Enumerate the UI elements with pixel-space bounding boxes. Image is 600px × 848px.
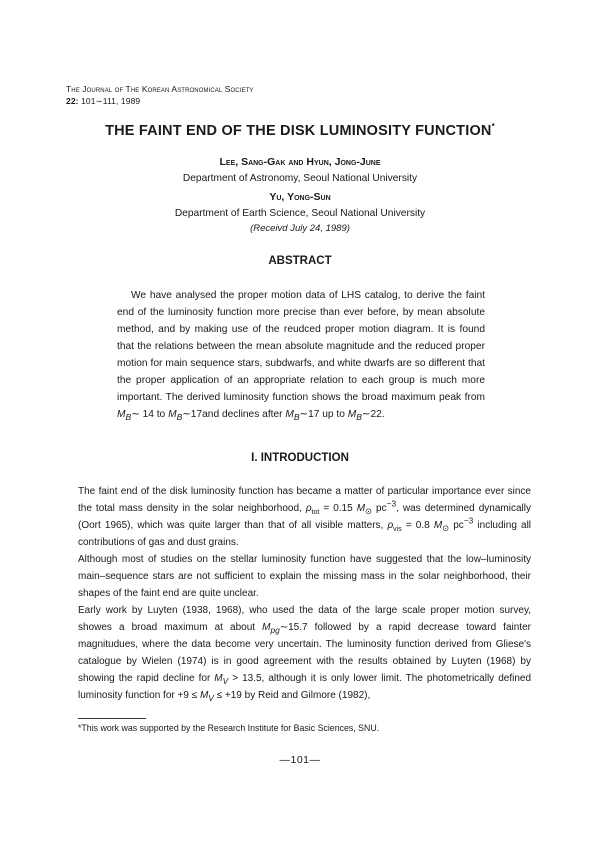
symbol-exponent: −3 [386,498,397,509]
abstract-text-4: 17 up to [308,409,348,420]
introduction-body [78,483,531,704]
symbol-v: V [222,676,229,686]
authors-1: Lee, Sang-Gak and Hyun, Jong-June [219,156,381,168]
symbol-rho: ρ [305,503,312,514]
intro-text: = 0.8 [401,520,434,531]
author-block [0,155,600,237]
intro-text: pc [372,503,387,514]
symbol-m: M [168,409,177,420]
symbol-m: M [347,409,357,420]
symbol-sim: ∼ [299,409,309,420]
symbol-b: B [356,412,362,423]
authors-2: Yu, Yong-Sun [269,191,331,203]
page-number: —101— [279,754,321,766]
abstract-text-5: 22. [370,409,385,420]
symbol-sim: ∼ [131,409,140,420]
symbol-msun: M [356,503,366,514]
intro-paragraph-2 [78,551,531,602]
abstract-text-2: 14 to [142,409,169,420]
intro-text: including all contributions of gas and dust grains. [78,520,532,548]
affiliation-1: Department of Astronomy, Seoul National University [182,172,418,184]
abstract-paragraph [117,287,485,423]
intro-text: pc [449,520,464,531]
intro-text: > 13.5, although it is only lower limit. The photometrically defined luminosity function for +9 ≤ [78,673,532,701]
journal-citation [66,95,253,107]
intro-text: ≤ +19 by Reid and Gilmore (1982), [213,690,371,701]
received-date: (Receivd July 24, 1989) [250,223,350,234]
title-footnote-mark: * [491,122,495,132]
symbol-m: M [117,409,126,420]
intro-paragraph-1 [78,483,531,551]
abstract-heading: ABSTRACT [268,255,332,267]
section-heading-introduction: I. INTRODUCTION [251,452,349,464]
title-text: THE FAINT END OF THE DISK LUMINOSITY FUNCTION [105,123,492,139]
paper-title [0,123,600,139]
abstract-body [117,287,485,423]
abstract-text-3: 17and declines after [190,409,286,420]
symbol-rho: ρ [387,520,394,531]
volume-number: 22: [66,96,79,106]
intro-text: = 0.15 [319,503,357,514]
journal-name: The Journal of The Korean Astronomical Society [66,84,254,94]
symbol-v: V [208,693,214,703]
symbol-pg: pg [270,625,280,635]
footnote-divider [78,718,146,719]
symbol-m: M [199,690,209,701]
affiliation-2: Department of Earth Science, Seoul National University [174,207,426,219]
intro-paragraph-3 [78,602,531,704]
symbol-m: M [285,409,294,420]
abstract-text-1: We have analysed the proper motion data of LHS catalog, to derive the faint end of the luminosity function more precise than ever before, by mean absolute method, and by making use of the reudced proper motion diagram. It is found that the relations between the mean absolute magnitude and the reduced proper motion for main sequence stars, subdwarfs, and white dwarfs are so different that the proper application of an appropriate relation to each group is much more important. The derived luminosity function shows the broad maximum peak from [117,290,485,403]
sun-symbol-icon: ⊙ [442,523,450,533]
intro-text: Although most of studies on the stellar luminosity function have suggested that the low–luminosity main–sequence stars are not sufficient to explain the missing mass in the solar neighborhood, their shapes of the faint end are quite unclear. [78,554,531,599]
symbol-b: B [293,412,300,423]
symbol-msun: M [433,520,443,531]
sun-symbol-icon: ⊙ [365,506,373,516]
intro-text: ∼15.7 followed by a rapid decrease toward fainter magnitudues, where the data become very uncertain. The luminosity function derived from Gliese's catalogue by Wielen (1974) is in good agreement with the results obtained by Luyten (1968) by showing the rapid decline for [78,622,531,684]
symbol-b: B [176,412,183,423]
symbol-b: B [125,412,132,423]
symbol-m: M [262,622,271,633]
footnote: *This work was supported by the Research Institute for Basic Sciences, SNU. [78,723,380,733]
page-range: 101∼111, 1989 [81,96,141,106]
symbol-exponent: −3 [463,515,474,526]
symbol-tot: tot [311,509,320,516]
intro-text: , was determined dynamically (Oort 1965), which was quite larger than that of all visible matters, [78,503,531,531]
intro-text: Early work by Luyten (1938, 1968), who used the data of the large scale proper motion survey, showes a broad maximum at about [78,605,531,633]
intro-text: The faint end of the disk luminosity function has became a matter of particular importance ever since the total mass density in the solar neighborhood, [78,486,531,514]
symbol-sim: ∼ [361,409,371,420]
symbol-sim: ∼ [182,409,191,420]
journal-header [66,83,253,107]
symbol-vis: vis [393,526,402,533]
symbol-m: M [214,673,223,684]
